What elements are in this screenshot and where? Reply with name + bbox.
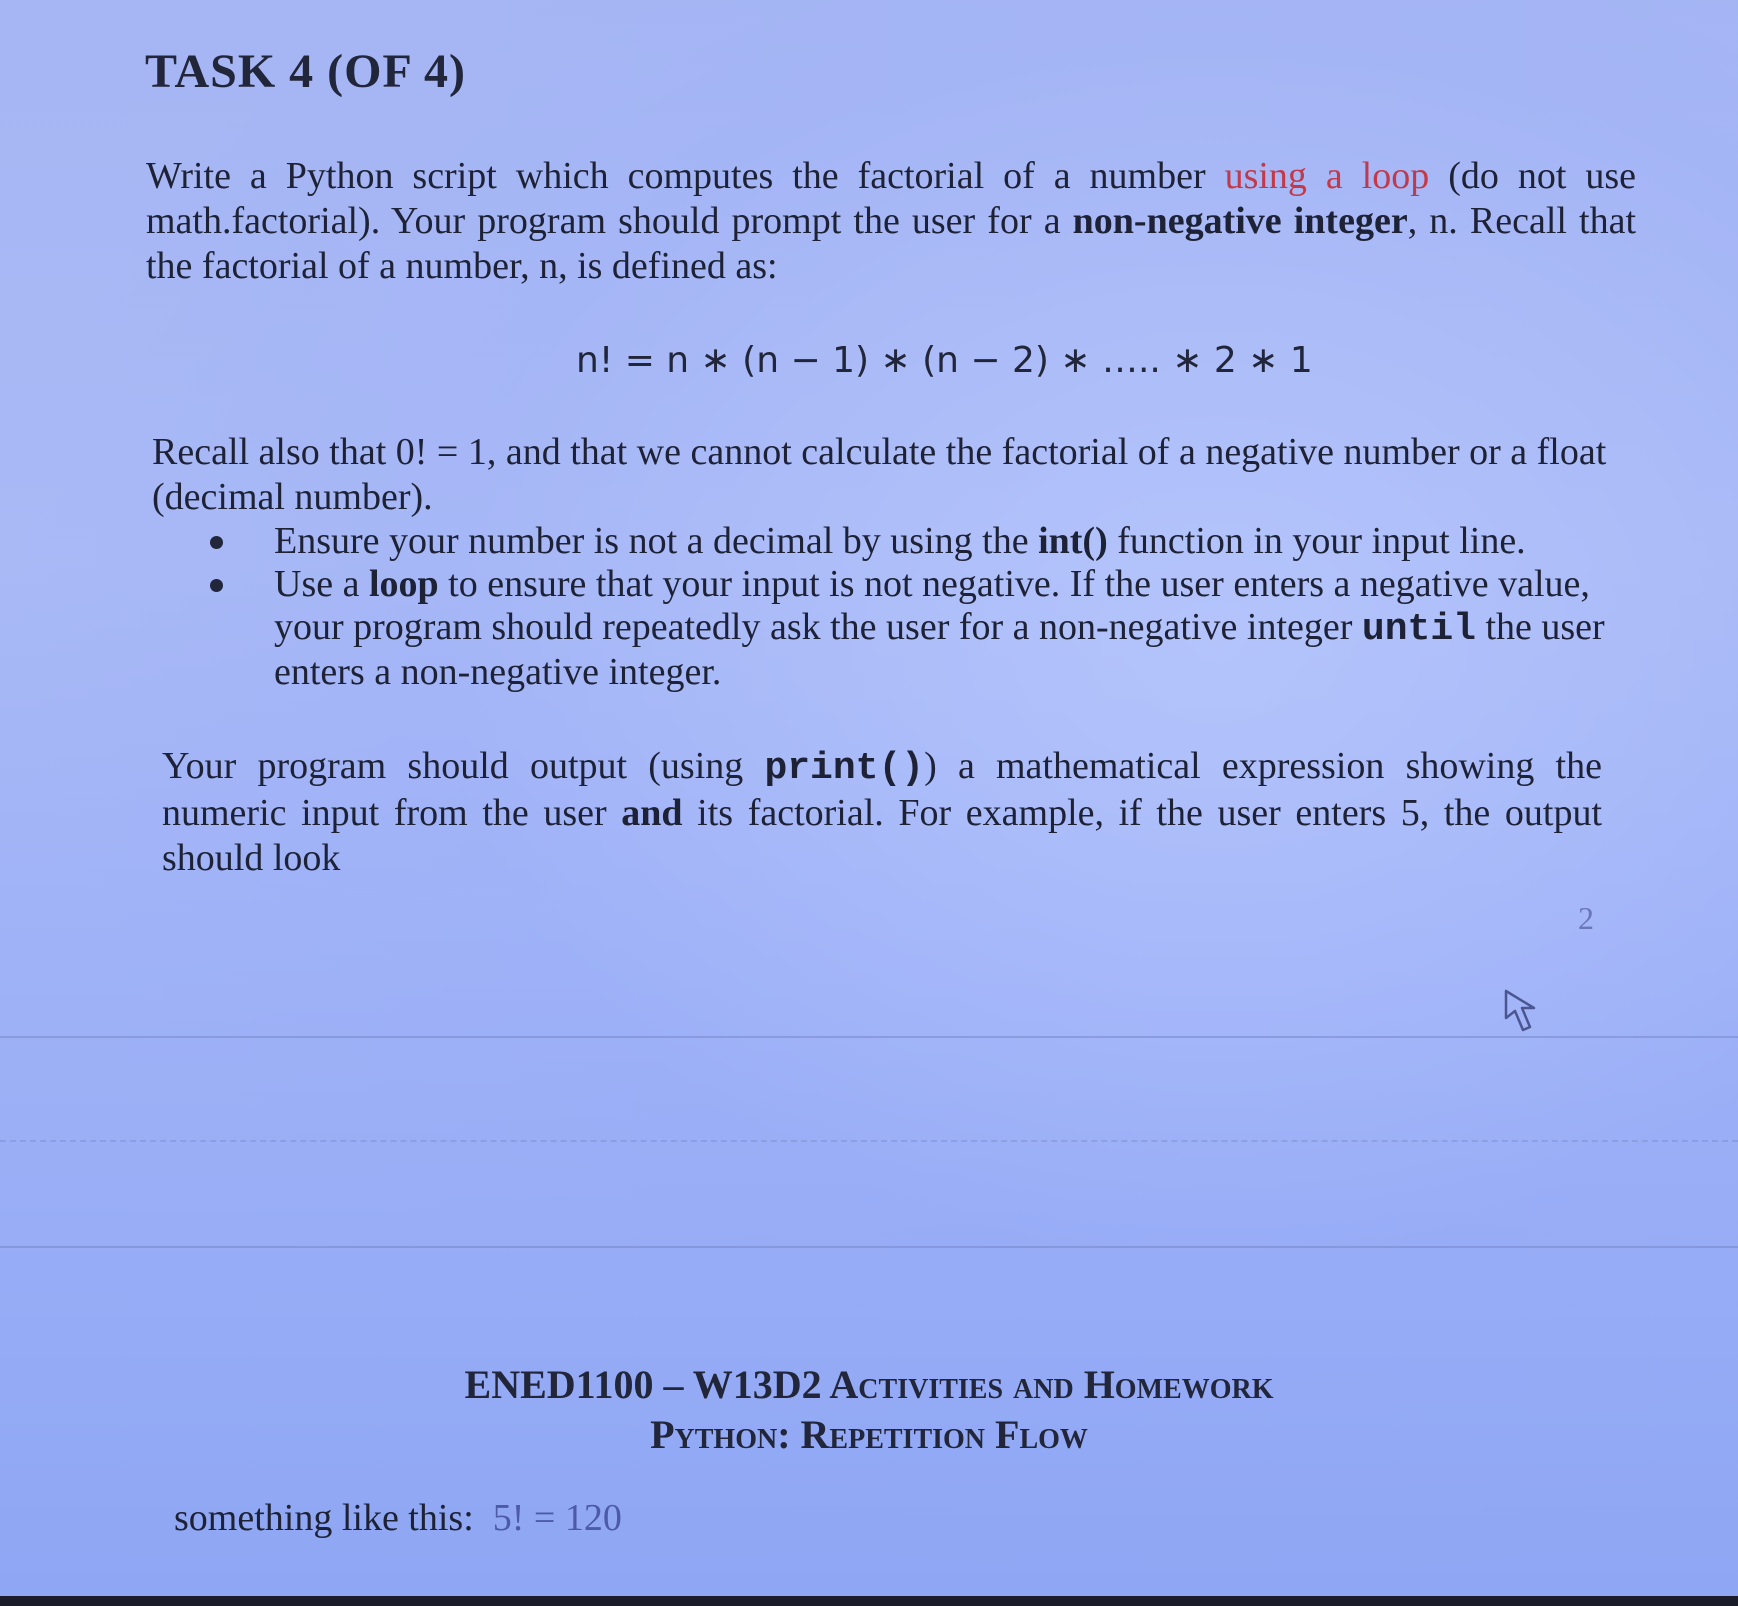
bullet-2-bold-2: until [1361, 608, 1476, 651]
bullet-icon [210, 536, 223, 549]
continuation-lead: something like this: [174, 1497, 484, 1539]
recall-paragraph: Recall also that 0! = 1, and that we cannot calculate the factorial of a negative number or a float (decimal number). [152, 431, 1607, 518]
intro-text-1: Write a Python script which computes the factorial of a number [146, 155, 1225, 197]
intro-bold: non-negative integer [1072, 200, 1408, 242]
header-subtitle: Python: Repetition Flow [650, 1412, 1088, 1457]
example-output: 5! = 120 [492, 1497, 622, 1539]
intro-text-3: , n. Recall that the factorial of a number, n, is defined as: [146, 200, 1637, 287]
bullet-1-bold: int() [1038, 520, 1108, 562]
intro-text-2: (do not use math.factorial). Your program should prompt the user for a [146, 155, 1636, 242]
continuation-text [174, 1496, 622, 1540]
bullet-1-text-post: function in your input line. [1107, 520, 1526, 562]
list-item [210, 520, 1640, 563]
bullet-2-text-post: the user enters a non-negative integer. [274, 606, 1605, 693]
bullet-1-text-pre: Ensure your number is not a decimal by using the [274, 520, 1039, 562]
intro-paragraph [146, 154, 1636, 289]
intro-highlight: using a loop [1224, 155, 1430, 197]
bullet-2-bold: loop [368, 563, 439, 605]
task-title: TASK 4 (OF 4) [145, 45, 466, 98]
bullet-2-text-mid: to ensure that your input is not negative. If the user enters a negative value, your program should repeatedly ask the user for a non-negative integer [274, 563, 1590, 648]
output-paragraph [162, 744, 1602, 881]
page-break-line [0, 1036, 1738, 1038]
requirements-list [210, 520, 1640, 694]
mouse-pointer-icon [1502, 988, 1550, 1042]
header-course-title: ENED1100 – W13D2 Activities and Homework [464, 1362, 1274, 1407]
bullet-icon [210, 579, 223, 592]
screen-bezel [0, 1596, 1738, 1606]
page-break-line [0, 1246, 1738, 1248]
output-bold: print() [764, 747, 925, 790]
header-footer-boundary [0, 1140, 1738, 1142]
output-text-pre: Your program should output (using [162, 745, 765, 787]
output-text-mid: ) a mathematical expression showing the numeric input from the user [162, 745, 1602, 834]
factorial-formula: n! = n ∗ (n − 1) ∗ (n − 2) ∗ ….. ∗ 2 ∗ 1 [576, 340, 1313, 381]
document-header [0, 1360, 1738, 1460]
output-text-post: its factorial. For example, if the user enters 5, the output should look [162, 792, 1602, 879]
page-number: 2 [1578, 900, 1594, 936]
output-bold-2: and [621, 792, 683, 834]
list-item [210, 563, 1640, 694]
bullet-2-text-pre: Use a [274, 563, 369, 605]
